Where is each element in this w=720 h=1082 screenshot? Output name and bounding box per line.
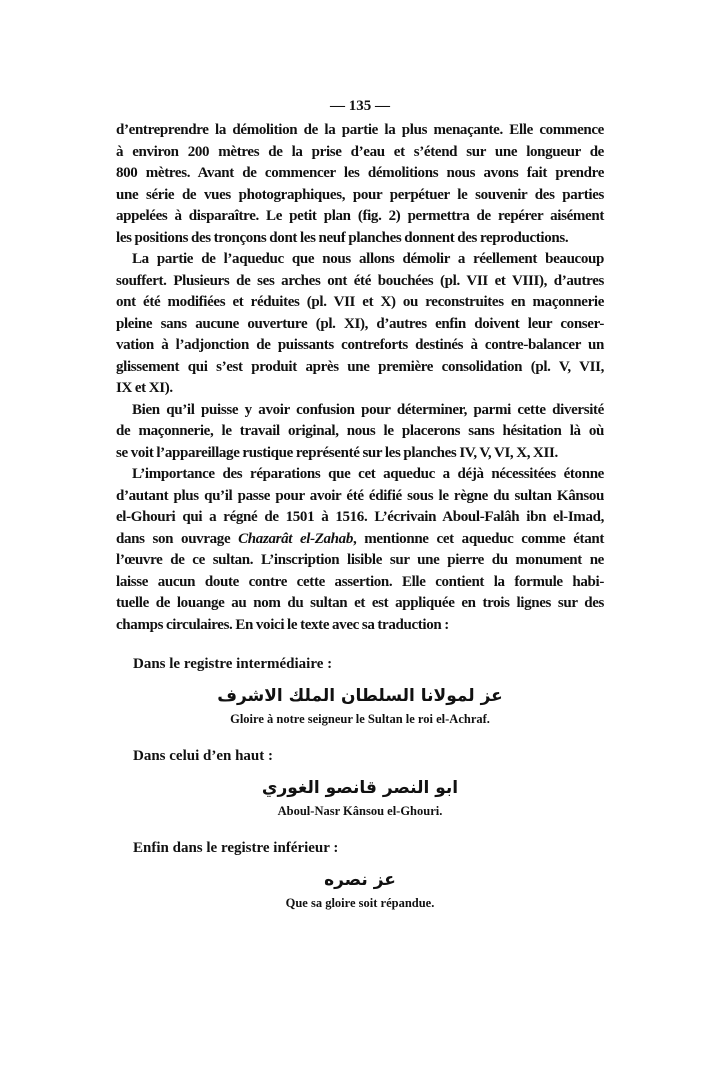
text-line: Bien qu’il puisse y avoir confusion pour déterminer, parmi cette diversité — [132, 401, 604, 418]
text-line: d’autant plus qu’il passe pour avoir été édifié sous le règne du sultan Kânsou — [116, 487, 604, 504]
text-line: se voit l’appareillage rustique représenté sur les planches IV, V, VI, X, XII. — [116, 444, 558, 461]
page-number: — 135 — — [330, 98, 390, 114]
inscription-translation: Que sa gloire soit répandue. — [285, 896, 435, 910]
text-line: de maçonnerie, le travail original, nous le placerons sans hésitation là où — [116, 423, 604, 439]
arabic-inscription: ابو النصر قانصو الغوري — [261, 778, 459, 798]
text-line: IX et XI). — [116, 380, 173, 396]
text-line: les positions des tronçons dont les neuf planches donnent des reproductions. — [116, 229, 569, 246]
text-line: d’entreprendre la démolition de la partie la plus menaçante. Elle commence — [116, 122, 604, 138]
text-line: souffert. Plusieurs de ses arches ont été bouchées (pl. VII et VIII), d’autres — [116, 272, 604, 289]
inscription-intro: Dans le registre intermédiaire : — [133, 656, 333, 672]
book-title: Chazarât el-Zahab — [238, 530, 353, 547]
inscription-translation: Aboul-Nasr Kânsou el-Ghouri. — [277, 804, 443, 818]
inscription-translation: Gloire à notre seigneur le Sultan le roi el-Achraf. — [230, 712, 490, 726]
text-line: glissement qui s’est produit après une première consolidation (pl. V, VII, — [116, 358, 604, 375]
text-line: tuelle de louange au nom du sultan et est appliquée en trois lignes sur des — [116, 595, 604, 611]
text-line: laisse aucun doute contre cette assertion. Elle contient la formule habi- — [116, 573, 604, 590]
text-line: vation à l’adjonction de puissants contreforts destinés à contre-balancer un — [116, 337, 604, 353]
text-line: L’importance des réparations que cet aqueduc a déjà nécessitées étonne — [132, 466, 604, 482]
text-line: La partie de l’aqueduc que nous allons démolir a réellement beaucoup — [132, 251, 604, 267]
text-line: champs circulaires. En voici le texte avec sa traduction : — [116, 616, 449, 633]
arabic-inscription: عز لمولانا السلطان الملك الاشرف — [217, 686, 503, 706]
text-line: à environ 200 mètres de la prise d’eau et s’étend sur une longueur de — [116, 143, 604, 160]
text-line: une série de vues photographiques, pour perpétuer le souvenir des parties — [116, 186, 604, 203]
inscription-block — [0, 746, 720, 820]
text-segment: dans son ouvrage — [116, 530, 239, 547]
inscription-intro: Dans celui d’en haut : — [133, 748, 274, 764]
arabic-inscription: عز نصره — [324, 870, 396, 890]
body-text — [116, 120, 604, 636]
text-line: l’œuvre de ce sultan. L’inscription lisible sur une pierre du monument ne — [116, 552, 604, 568]
inscription-block — [0, 654, 720, 728]
text-line: ont été modifiées et réduites (pl. VII et X) ou reconstruites en maçonnerie — [116, 294, 604, 310]
text-line: el-Ghouri qui a régné de 1501 à 1516. L’écrivain Aboul-Falâh ibn el-Imad, — [116, 509, 604, 525]
text-line: pleine sans aucune ouverture (pl. XI), d’autres enfin doivent leur conser- — [116, 315, 604, 332]
text-line — [116, 529, 604, 551]
text-line: 800 mètres. Avant de commencer les démolitions nous avons fait prendre — [116, 165, 604, 181]
text-segment: , mentionne cet aqueduc comme étant — [352, 530, 604, 547]
inscription-block — [0, 838, 720, 912]
inscription-intro: Enfin dans le registre inférieur : — [133, 840, 339, 856]
text-line: appelées à disparaître. Le petit plan (fig. 2) permettra de repérer aisément — [116, 208, 604, 224]
